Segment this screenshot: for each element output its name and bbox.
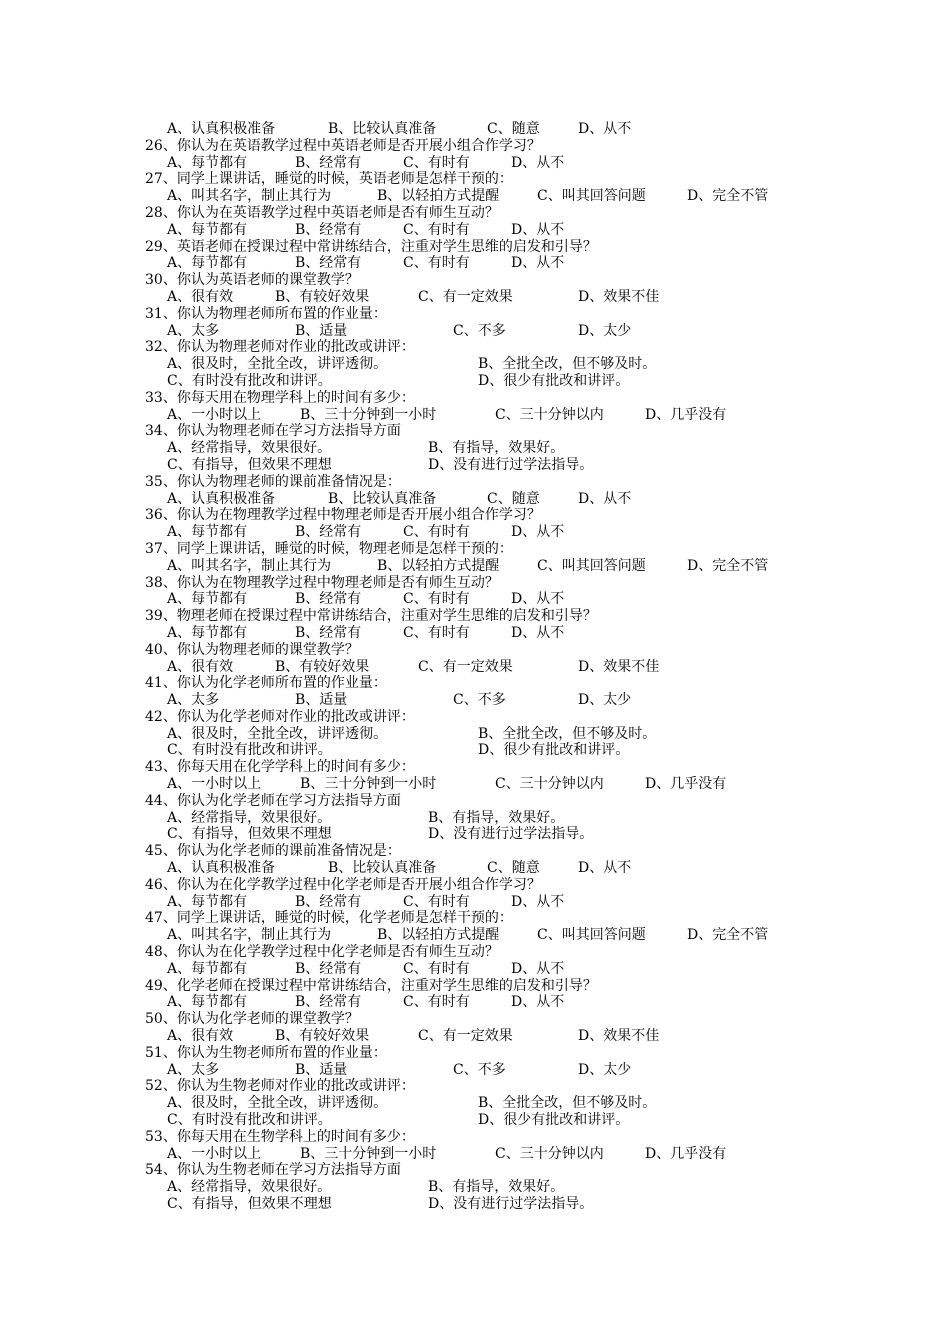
answer-option: A、认真积极准备	[167, 490, 276, 507]
answer-option: B、经常有	[295, 960, 362, 977]
answer-option: A、经常指导，效果很好。	[167, 440, 332, 457]
answer-option: A、叫其名字，制止其行为	[167, 927, 332, 944]
answer-option: A、每节都有	[167, 893, 248, 910]
question-line: 41、你认为化学老师所布置的作业量：	[145, 675, 387, 692]
options-line	[145, 1179, 805, 1196]
answer-option: C、有时没有批改和讲评。	[167, 372, 332, 389]
answer-option: D、从不	[511, 893, 565, 910]
answer-option: A、经常指导，效果很好。	[167, 809, 332, 826]
answer-option: B、经常有	[295, 255, 362, 272]
answer-option: D、效果不佳	[578, 1028, 660, 1045]
answer-option: A、很及时，全批全改，讲评透彻。	[167, 356, 388, 373]
answer-option: D、从不	[511, 960, 565, 977]
question-line: 51、你认为生物老师所布置的作业量：	[145, 1044, 387, 1061]
answer-option: B、比较认真准备	[328, 860, 437, 877]
question-line: 50、你认为化学老师的课堂教学？	[145, 1011, 359, 1028]
options-line	[145, 659, 805, 676]
answer-option: B、三十分钟到一小时	[300, 406, 437, 423]
question-line: 34、你认为物理老师在学习方法指导方面	[145, 423, 401, 440]
options-line	[145, 994, 805, 1011]
answer-option: B、比较认真准备	[328, 490, 437, 507]
answer-option: B、经常有	[295, 221, 362, 238]
question-line: 46、你认为在化学教学过程中化学老师是否开展小组合作学习？	[145, 876, 541, 893]
options-line	[145, 826, 805, 843]
answer-option: D、几乎没有	[645, 1145, 727, 1162]
options-line	[145, 726, 805, 743]
answer-option: B、有较好效果	[275, 658, 370, 675]
question-line: 38、你认为在物理教学过程中物理老师是否有师生互动？	[145, 574, 499, 591]
question-line: 35、你认为物理老师的课前准备情况是：	[145, 473, 401, 490]
questionnaire-body	[145, 121, 805, 1213]
answer-option: A、每节都有	[167, 154, 248, 171]
question-line: 30、你认为英语老师的课堂教学？	[145, 272, 359, 289]
options-line	[145, 289, 805, 306]
options-line	[145, 1028, 805, 1045]
answer-option: A、每节都有	[167, 994, 248, 1011]
answer-option: C、叫其回答问题	[537, 188, 646, 205]
answer-option: C、不多	[453, 322, 506, 339]
answer-option: C、有一定效果	[418, 288, 513, 305]
question-line: 45、你认为化学老师的课前准备情况是：	[145, 843, 401, 860]
options-line	[145, 1112, 805, 1129]
answer-option: D、没有进行过学法指导。	[428, 1196, 594, 1212]
answer-option: C、不多	[453, 1061, 506, 1078]
answer-option: C、有时有	[403, 154, 470, 171]
options-line	[145, 591, 805, 608]
answer-option: A、认真积极准备	[167, 121, 276, 137]
options-line	[145, 1095, 805, 1112]
answer-option: A、每节都有	[167, 255, 248, 272]
answer-option: C、有一定效果	[418, 1028, 513, 1045]
answer-option: C、有时有	[403, 994, 470, 1011]
options-line	[145, 810, 805, 827]
answer-option: A、太多	[167, 322, 220, 339]
answer-option: C、有时有	[403, 893, 470, 910]
answer-option: C、三十分钟以内	[495, 1145, 604, 1162]
question-line: 27、同学上课讲话，睡觉的时候，英语老师是怎样干预的：	[145, 171, 513, 188]
answer-option: D、效果不佳	[578, 288, 660, 305]
answer-option: A、太多	[167, 1061, 220, 1078]
answer-option: C、叫其回答问题	[537, 927, 646, 944]
options-line	[145, 961, 805, 978]
answer-option: D、很少有批改和讲评。	[478, 742, 630, 759]
answer-option: C、有指导，但效果不理想	[167, 456, 332, 473]
answer-option: A、叫其名字，制止其行为	[167, 557, 332, 574]
answer-option: B、全批全改，但不够及时。	[478, 1095, 657, 1112]
options-line	[145, 558, 805, 575]
answer-option: C、叫其回答问题	[537, 557, 646, 574]
answer-option: A、很及时，全批全改，讲评透彻。	[167, 725, 388, 742]
options-line	[145, 440, 805, 457]
question-line: 26、你认为在英语教学过程中英语老师是否开展小组合作学习？	[145, 137, 541, 154]
answer-option: C、不多	[453, 692, 506, 709]
answer-option: B、适量	[295, 1061, 348, 1078]
answer-option: B、有较好效果	[275, 1028, 370, 1045]
question-line: 47、同学上课讲话，睡觉的时候，化学老师是怎样干预的：	[145, 910, 513, 927]
question-line: 31、你认为物理老师所布置的作业量：	[145, 305, 387, 322]
answer-option: B、适量	[295, 322, 348, 339]
answer-option: B、以轻拍方式提醒	[377, 557, 500, 574]
answer-option: C、有时有	[403, 591, 470, 608]
answer-option: A、太多	[167, 692, 220, 709]
question-line: 29、英语老师在授课过程中常讲练结合，注重对学生思维的启发和引导？	[145, 238, 597, 255]
options-line	[145, 776, 805, 793]
options-line	[145, 927, 805, 944]
answer-option: D、完全不管	[687, 557, 769, 574]
options-line	[145, 625, 805, 642]
answer-option: C、随意	[487, 860, 540, 877]
options-line	[145, 407, 805, 424]
question-line: 28、你认为在英语教学过程中英语老师是否有师生互动？	[145, 204, 499, 221]
answer-option: D、很少有批改和讲评。	[478, 1112, 630, 1129]
question-line: 53、你每天用在生物学科上的时间有多少：	[145, 1128, 415, 1145]
answer-option: B、经常有	[295, 624, 362, 641]
answer-option: A、每节都有	[167, 524, 248, 541]
answer-option: B、经常有	[295, 524, 362, 541]
options-line	[145, 155, 805, 172]
answer-option: C、有一定效果	[418, 658, 513, 675]
answer-option: B、以轻拍方式提醒	[377, 188, 500, 205]
options-line	[145, 356, 805, 373]
answer-option: B、全批全改，但不够及时。	[478, 725, 657, 742]
answer-option: B、比较认真准备	[328, 121, 437, 137]
answer-option: D、几乎没有	[645, 776, 727, 793]
answer-option: D、没有进行过学法指导。	[428, 826, 594, 843]
question-line: 52、你认为生物老师对作业的批改或讲评：	[145, 1078, 415, 1095]
options-line	[145, 188, 805, 205]
options-line	[145, 373, 805, 390]
answer-option: B、全批全改，但不够及时。	[478, 356, 657, 373]
answer-option: D、完全不管	[687, 927, 769, 944]
question-line: 32、你认为物理老师对作业的批改或讲评：	[145, 339, 415, 356]
answer-option: D、从不	[511, 591, 565, 608]
answer-option: D、太少	[578, 692, 632, 709]
answer-option: D、从不	[511, 221, 565, 238]
question-line: 43、你每天用在化学学科上的时间有多少：	[145, 759, 415, 776]
answer-option: B、有指导，效果好。	[428, 440, 565, 457]
question-line: 37、同学上课讲话，睡觉的时候，物理老师是怎样干预的：	[145, 540, 513, 557]
answer-option: B、三十分钟到一小时	[300, 776, 437, 793]
answer-option: C、有时有	[403, 624, 470, 641]
options-line	[145, 491, 805, 508]
options-line	[145, 121, 805, 138]
answer-option: D、从不	[511, 624, 565, 641]
question-line: 36、你认为在物理教学过程中物理老师是否开展小组合作学习？	[145, 507, 541, 524]
answer-option: A、一小时以上	[167, 1145, 262, 1162]
options-line	[145, 894, 805, 911]
answer-option: A、叫其名字，制止其行为	[167, 188, 332, 205]
options-line	[145, 742, 805, 759]
answer-option: C、随意	[487, 490, 540, 507]
answer-option: A、很及时，全批全改，讲评透彻。	[167, 1095, 388, 1112]
answer-option: D、太少	[578, 1061, 632, 1078]
answer-option: D、从不	[578, 121, 632, 137]
answer-option: C、有时有	[403, 255, 470, 272]
question-line: 49、化学老师在授课过程中常讲练结合，注重对学生思维的启发和引导？	[145, 977, 597, 994]
answer-option: D、没有进行过学法指导。	[428, 456, 594, 473]
answer-option: C、有时有	[403, 221, 470, 238]
answer-option: D、完全不管	[687, 188, 769, 205]
answer-option: A、认真积极准备	[167, 860, 276, 877]
answer-option: A、很有效	[167, 288, 234, 305]
answer-option: B、经常有	[295, 893, 362, 910]
question-line: 54、你认为生物老师在学习方法指导方面	[145, 1162, 401, 1179]
question-line: 39、物理老师在授课过程中常讲练结合，注重对学生思维的启发和引导？	[145, 608, 597, 625]
answer-option: B、经常有	[295, 154, 362, 171]
question-line: 42、你认为化学老师对作业的批改或讲评：	[145, 708, 415, 725]
answer-option: B、有指导，效果好。	[428, 1179, 565, 1196]
answer-option: D、从不	[511, 994, 565, 1011]
answer-option: A、每节都有	[167, 221, 248, 238]
question-line: 48、你认为在化学教学过程中化学老师是否有师生互动？	[145, 944, 499, 961]
options-line	[145, 1146, 805, 1163]
answer-option: C、有时有	[403, 524, 470, 541]
answer-option: C、有指导，但效果不理想	[167, 1196, 332, 1212]
answer-option: B、适量	[295, 692, 348, 709]
options-line	[145, 323, 805, 340]
answer-option: D、从不	[578, 860, 632, 877]
answer-option: B、有指导，效果好。	[428, 809, 565, 826]
answer-option: B、经常有	[295, 591, 362, 608]
answer-option: C、有时没有批改和讲评。	[167, 1112, 332, 1129]
options-line	[145, 255, 805, 272]
answer-option: A、每节都有	[167, 591, 248, 608]
answer-option: D、从不	[511, 255, 565, 272]
question-line: 44、你认为化学老师在学习方法指导方面	[145, 792, 401, 809]
answer-option: C、有指导，但效果不理想	[167, 826, 332, 843]
options-line	[145, 524, 805, 541]
answer-option: C、三十分钟以内	[495, 406, 604, 423]
answer-option: D、很少有批改和讲评。	[478, 372, 630, 389]
options-line	[145, 457, 805, 474]
answer-option: D、太少	[578, 322, 632, 339]
answer-option: B、有较好效果	[275, 288, 370, 305]
answer-option: D、从不	[511, 524, 565, 541]
answer-option: A、每节都有	[167, 624, 248, 641]
answer-option: D、效果不佳	[578, 658, 660, 675]
answer-option: C、有时有	[403, 960, 470, 977]
answer-option: D、几乎没有	[645, 406, 727, 423]
answer-option: D、从不	[511, 154, 565, 171]
options-line	[145, 1196, 805, 1213]
options-line	[145, 1062, 805, 1079]
answer-option: A、每节都有	[167, 960, 248, 977]
answer-option: B、三十分钟到一小时	[300, 1145, 437, 1162]
answer-option: A、很有效	[167, 658, 234, 675]
question-line: 33、你每天用在物理学科上的时间有多少：	[145, 389, 415, 406]
question-line: 40、你认为物理老师的课堂教学？	[145, 641, 359, 658]
answer-option: A、一小时以上	[167, 776, 262, 793]
options-line	[145, 222, 805, 239]
answer-option: A、很有效	[167, 1028, 234, 1045]
answer-option: C、有时没有批改和讲评。	[167, 742, 332, 759]
options-line	[145, 692, 805, 709]
answer-option: A、一小时以上	[167, 406, 262, 423]
options-line	[145, 860, 805, 877]
answer-option: A、经常指导，效果很好。	[167, 1179, 332, 1196]
answer-option: D、从不	[578, 490, 632, 507]
answer-option: C、三十分钟以内	[495, 776, 604, 793]
answer-option: B、经常有	[295, 994, 362, 1011]
answer-option: B、以轻拍方式提醒	[377, 927, 500, 944]
answer-option: C、随意	[487, 121, 540, 137]
